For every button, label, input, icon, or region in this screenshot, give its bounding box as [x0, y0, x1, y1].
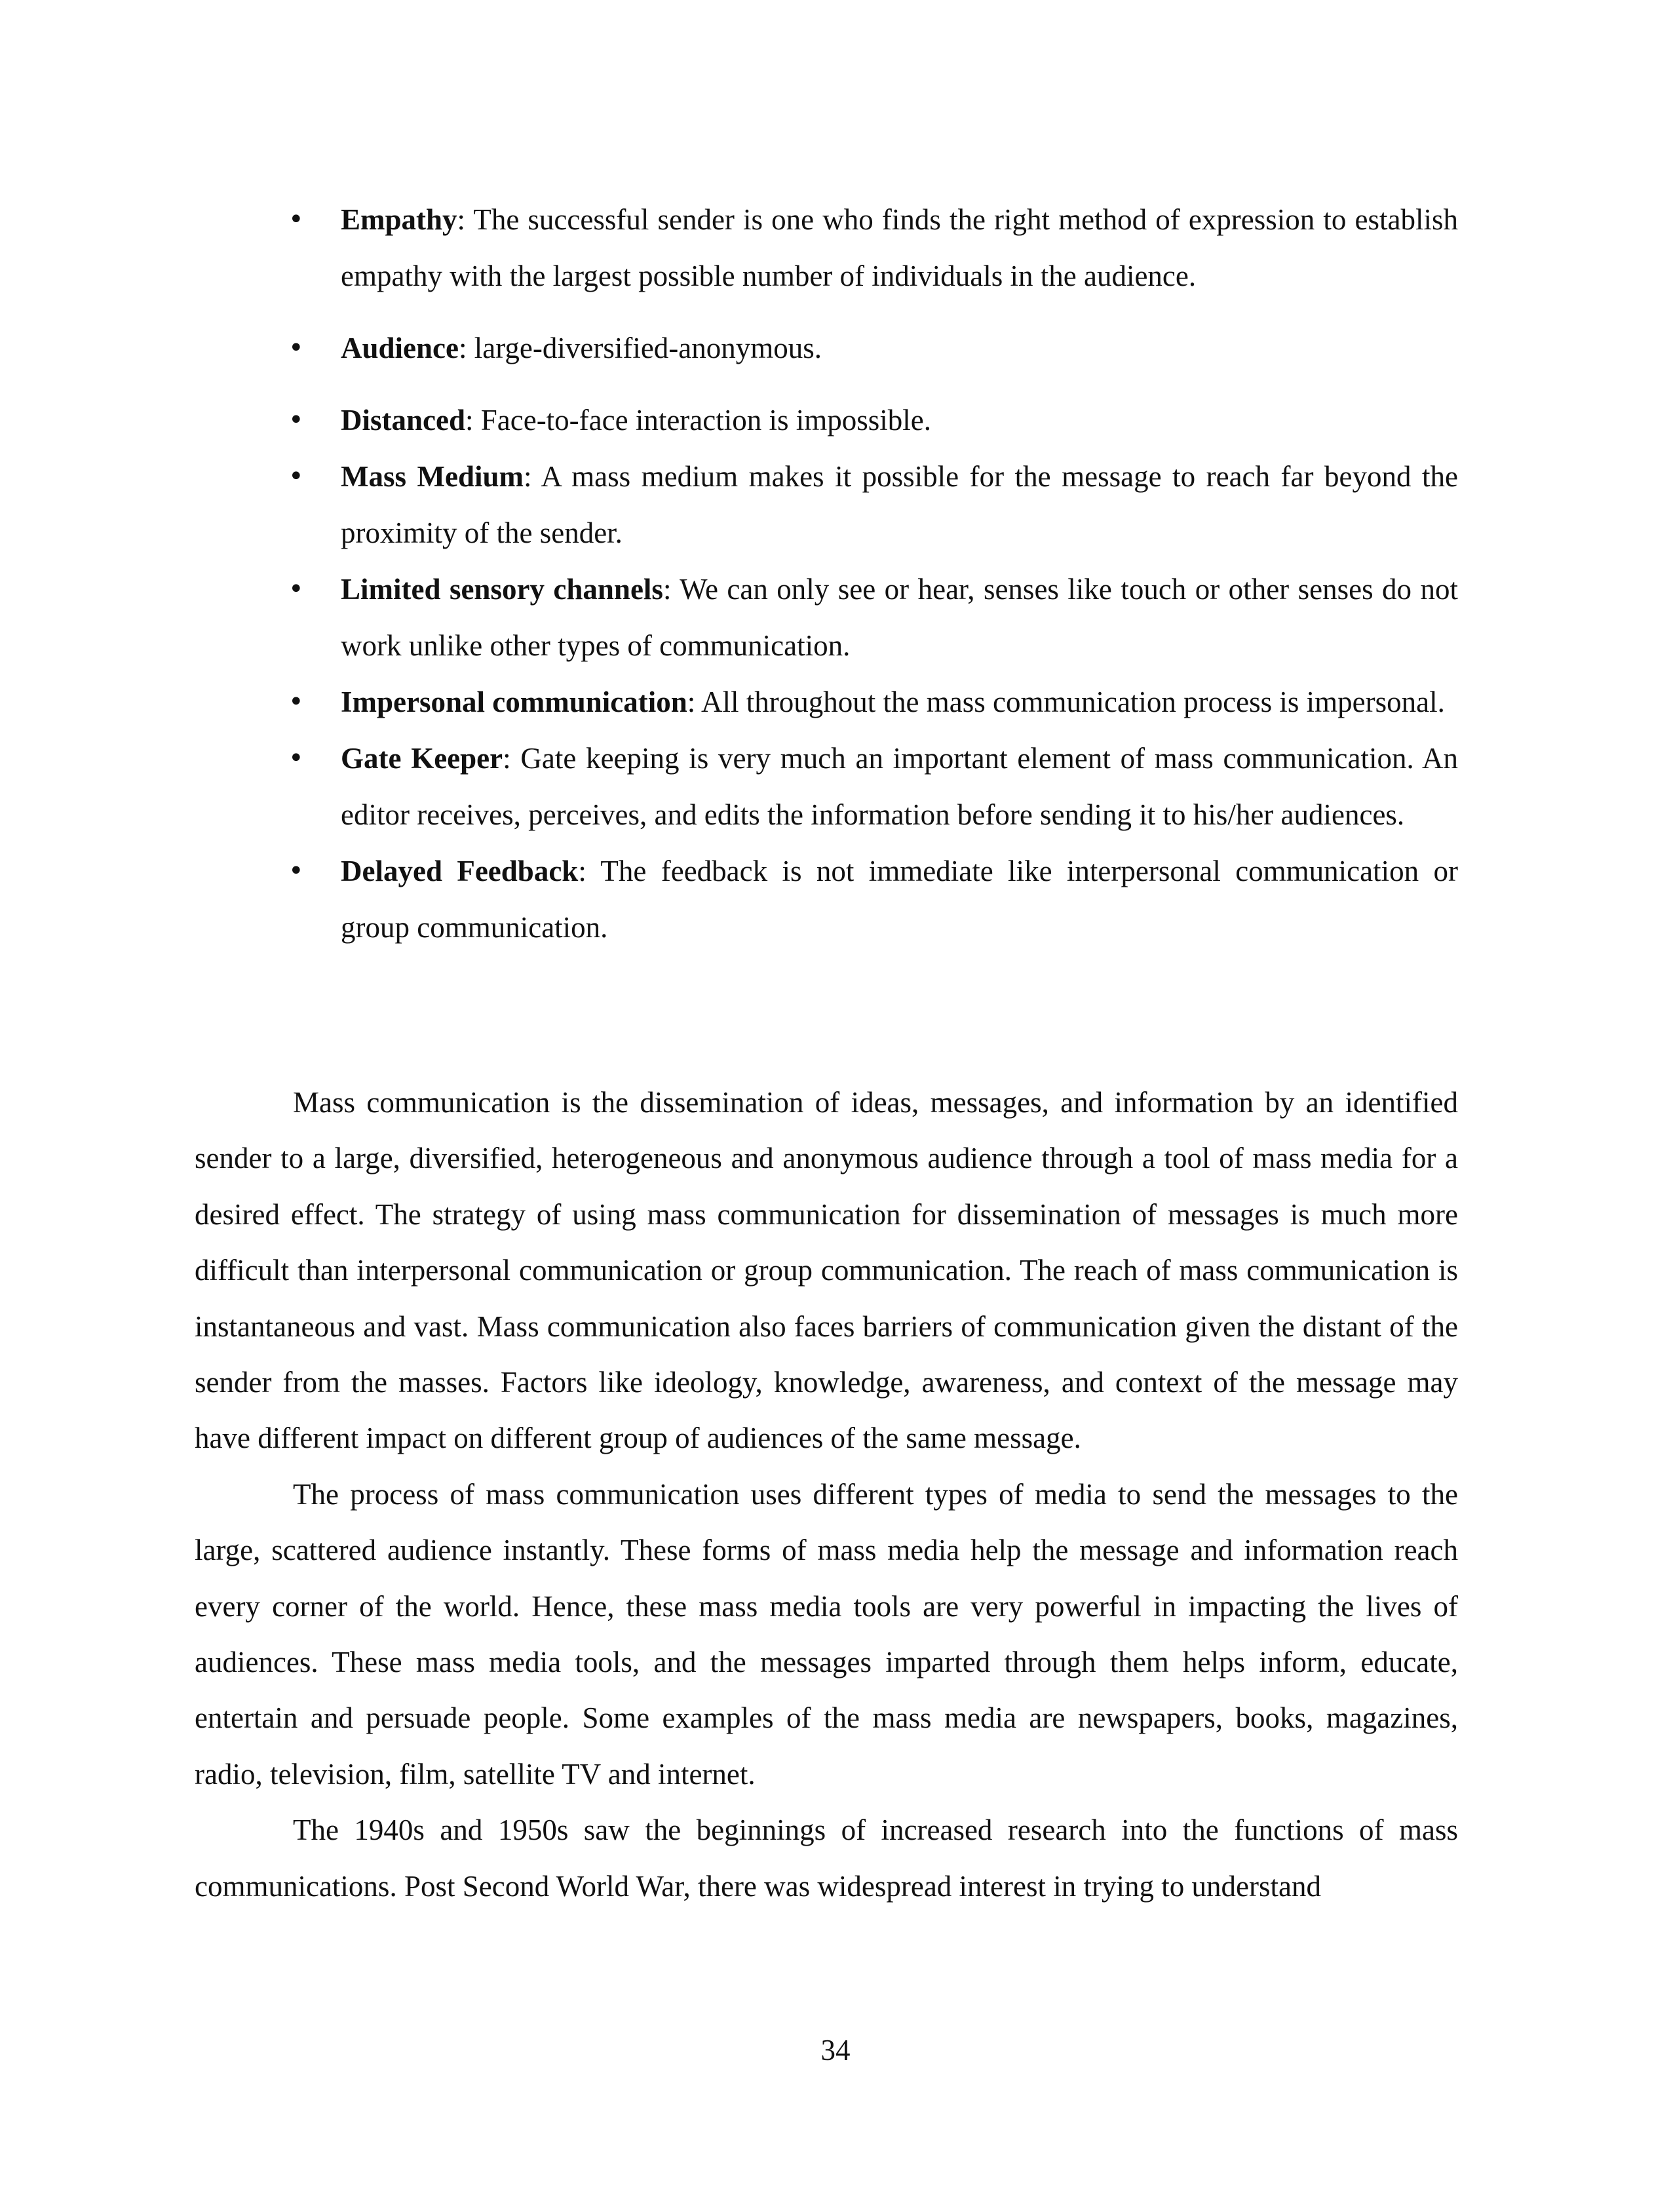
page-number: 34: [820, 2034, 851, 2066]
characteristics-bullet-list: [288, 191, 1458, 956]
bullet-item-impersonal-communication: [288, 674, 1458, 730]
bullet-term: Empathy: [341, 203, 457, 236]
bullet-item-limited-sensory-channels: [288, 561, 1458, 674]
bullet-description: : large-diversified-anonymous.: [459, 332, 822, 364]
bullet-description: : The successful sender is one who finds the right method of expression to establish empathy with the largest possible number of individuals in the audience.: [341, 203, 1458, 292]
bullet-item-empathy: [288, 191, 1458, 304]
paragraph-mass-communication-process: The process of mass communication uses different types of media to send the messages to the large, scattered audience instantly. These forms of mass media help the message and information reach every corner of the world. Hence, these mass media tools are very powerful in impacting the lives of audiences. These mass media tools, and the messages imparted through them helps inform, educate, entertain and persuade people. Some examples of the mass media are newspapers, books, magazines, radio, television, film, satellite TV and internet.: [195, 1477, 1458, 1791]
bullet-term: Delayed Feedback: [341, 855, 579, 887]
bullet-item-audience: [288, 320, 1458, 376]
bullet-description: : The feedback is not immediate like interpersonal communication or group communication.: [341, 855, 1458, 944]
paragraph-mass-communication-definition: Mass communication is the dissemination of ideas, messages, and information by an identified sender to a large, diversified, heterogeneous and anonymous audience through a tool of mass media for a desired effect. The strategy of using mass communication for dissemination of messages is much more difficult than interpersonal communication or group communication. The reach of mass communication is instantaneous and vast. Mass communication also faces barriers of communication given the distant of the sender from the masses. Factors like ideology, knowledge, awareness, and context of the message may have different impact on different group of audiences of the same message.: [195, 1086, 1458, 1455]
bullet-item-mass-medium: [288, 448, 1458, 561]
bullet-description: : We can only see or hear, senses like touch or other senses do not work unlike other types of communication.: [341, 573, 1458, 662]
bullet-item-distanced: [288, 392, 1458, 448]
bullet-item-delayed-feedback: [288, 843, 1458, 956]
bullet-term: Impersonal communication: [341, 686, 687, 718]
bullet-description: : Gate keeping is very much an important element of mass communication. An editor receives, perceives, and edits the information before sending it to his/her audiences.: [341, 742, 1458, 831]
bullet-dot-icon: •: [288, 856, 304, 886]
bullet-dot-icon: •: [288, 333, 304, 363]
bullet-term: Gate Keeper: [341, 742, 503, 775]
body-text: [195, 1075, 1458, 1914]
bullet-dot-icon: •: [288, 204, 304, 235]
paragraph-research-history: The 1940s and 1950s saw the beginnings of increased research into the functions of mass communications. Post Second World War, there was widespread interest in trying to understand: [195, 1814, 1458, 1903]
bullet-dot-icon: •: [288, 461, 304, 492]
bullet-dot-icon: •: [288, 574, 304, 604]
bullet-term: Mass Medium: [341, 460, 524, 493]
bullet-term: Limited sensory channels: [341, 573, 663, 606]
bullet-term: Audience: [341, 332, 459, 364]
bullet-description: : A mass medium makes it possible for the message to reach far beyond the proximity of the sender.: [341, 460, 1458, 549]
bullet-term: Distanced: [341, 404, 465, 437]
bullet-dot-icon: •: [288, 405, 304, 435]
bullet-item-gate-keeper: [288, 730, 1458, 843]
bullet-dot-icon: •: [288, 743, 304, 773]
bullet-description: : Face-to-face interaction is impossible.: [465, 404, 932, 437]
bullet-dot-icon: •: [288, 687, 304, 717]
bullet-description: : All throughout the mass communication process is impersonal.: [687, 686, 1445, 718]
